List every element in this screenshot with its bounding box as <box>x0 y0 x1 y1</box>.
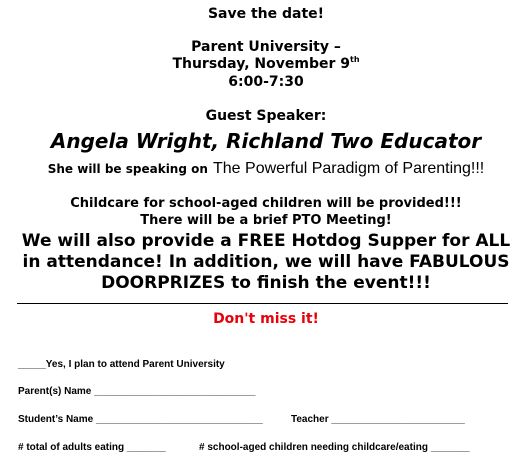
parent-name-field[interactable]: Parent(s) Name _____________________________ <box>18 386 256 397</box>
teacher-field[interactable]: Teacher ________________________ <box>291 414 465 425</box>
guest-speaker-heading: Guest Speaker: <box>205 108 327 124</box>
event-time: 6:00-7:30 <box>228 74 304 90</box>
event-date <box>0 56 532 72</box>
speaker-name: Angela Wright, Richland Two Educator <box>50 129 482 153</box>
event-name: Parent University – <box>191 39 341 55</box>
supper-line-3: DOORPRIZES to finish the event!!! <box>101 273 431 293</box>
supper-line-1: We will also provide a FREE Hotdog Supper for ALL <box>21 231 511 251</box>
topic-title: The Powerful Paradigm of Parenting!!! <box>213 160 485 177</box>
dont-miss-it: Don't miss it! <box>213 311 319 327</box>
supper-line-2: in attendance! In addition, we will have FABULOUS <box>22 252 510 272</box>
childcare-note: Childcare for school-aged children will be provided!!! <box>70 196 462 211</box>
pto-note: There will be a brief PTO Meeting! <box>140 213 392 228</box>
adults-eating-field[interactable]: # total of adults eating _______ <box>18 442 166 453</box>
save-the-date: Save the date! <box>207 6 325 22</box>
event-date-text: Thursday, November 9 <box>172 56 351 72</box>
student-name-field[interactable]: Student’s Name ______________________________ <box>18 414 263 425</box>
event-date-suffix: th <box>350 55 360 64</box>
divider-line <box>17 303 508 304</box>
topic-prefix: She will be speaking on <box>47 162 208 176</box>
speaker-topic-line <box>0 158 532 178</box>
attend-checkbox-line[interactable]: _____Yes, I plan to attend Parent University <box>18 359 225 370</box>
children-childcare-field[interactable]: # school-aged children needing childcare/eating _______ <box>199 442 470 453</box>
